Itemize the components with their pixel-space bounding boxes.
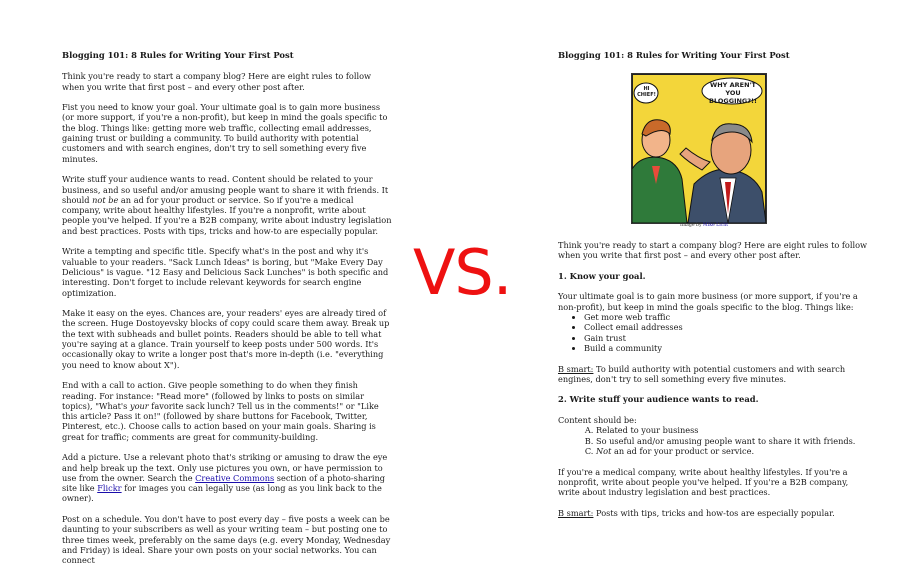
vs-label: VS. bbox=[413, 236, 512, 309]
document-title: Blogging 101: 8 Rules for Writing Your First Post bbox=[558, 50, 790, 60]
tip-label: B smart: bbox=[558, 363, 594, 374]
heading-know-your-goal: 1. Know your goal. bbox=[558, 270, 646, 281]
text-run: Add a picture. Use a relevant photo that's striking or amusing to draw the eye and help break up the text. Only use pictures you own, or have permission to use from the owner. Search the bbox=[62, 452, 388, 483]
paragraph-call-to-action bbox=[62, 380, 392, 442]
text-run: Write stuff your audience wants to read. Content should be related to your business, and so useful and/or amusing people want to share it with friends. It should bbox=[62, 174, 389, 205]
paragraph-eyes: Make it easy on the eyes. Chances are, your readers' eyes are already tired of the screen. Huge Dostoyevsky blocks of copy could scare them away. Break up the text with subheads and bullet points. Readers should be able to tell what you're saying at a glance. Train yourself to keep posts under 500 words. It's occasionally okay to write a longer post that's more in-depth (i.e. "everything you need to know about X"). bbox=[62, 308, 390, 370]
formatted-document-page bbox=[558, 50, 870, 71]
paragraph-title: Write a tempting and specific title. Specify what's in the post and why it's valuable to your readers. "Sack Lunch Ideas" is boring, but "Make Every Day Delicious" is vague. "12 Easy and Delicious Sack Lunches" is both specific and interesting. Don't forget to include relevant keywords for search engine optimization. bbox=[62, 246, 389, 298]
text-run: for images you can legally use (as long as you link back to the owner). bbox=[62, 483, 382, 504]
document-title: Blogging 101: 8 Rules for Writing Your First Post bbox=[62, 50, 294, 60]
speech-bubble-text-large: WHY AREN'T YOU BLOGGING?!! bbox=[709, 81, 757, 105]
content-list bbox=[558, 425, 870, 456]
tip-label: B smart: bbox=[558, 507, 594, 518]
list-item bbox=[596, 446, 870, 456]
emphasis-text: Not bbox=[596, 445, 612, 456]
heading-audience: 2. Write stuff your audience wants to read. bbox=[558, 394, 759, 405]
paragraph-examples: If you're a medical company, write about healthy lifestyles. If you're a nonprofit, write about people you've helped. If you're a B2B company, write about industry legislation and best practices. bbox=[558, 466, 849, 498]
list-item: • Get more web traffic bbox=[584, 312, 870, 322]
text-run: an ad for your product or service. So if you're a medical company, write about healthy lifestyles. If you're a nonprofit, write about people you've helped. If you're a B2B company, write about industry legislation and best practices. Posts with tips, tricks and how-to are especially popular. bbox=[62, 194, 392, 236]
list-item: • Build a community bbox=[584, 343, 870, 353]
paragraph-picture bbox=[62, 452, 392, 503]
image-caption bbox=[680, 223, 728, 228]
list-item: B. So useful and/or amusing people want to share it with friends. bbox=[596, 436, 870, 446]
tip-text: Posts with tips, tricks and how-tos are especially popular. bbox=[593, 507, 835, 518]
text-run: an ad for your product or service. bbox=[614, 445, 755, 456]
comic-illustration bbox=[631, 73, 767, 224]
speech-bubble-text-small: HI CHIEF! bbox=[637, 86, 656, 98]
flickr-link[interactable]: Flickr bbox=[97, 483, 122, 494]
text-run: End with a call to action. Give people something to do when they finish reading. For instance: "Read more" (followed by links to posts on similar topics), "What's bbox=[62, 380, 365, 411]
tip-paragraph bbox=[558, 508, 870, 518]
paragraph-intro: Think you're ready to start a company blog? Here are eight rules to follow when you write that first post – and every other post after. bbox=[558, 240, 868, 261]
paragraph-intro: Think you're ready to start a company blog? Here are eight rules to follow when you write that first post – and every other post after. bbox=[62, 71, 372, 92]
paragraph-content: Content should be: bbox=[558, 415, 637, 426]
caption-link[interactable]: Mike Licht bbox=[703, 223, 729, 228]
emphasis-text: your bbox=[129, 400, 149, 411]
paragraph-audience bbox=[62, 174, 392, 236]
creative-commons-link[interactable]: Creative Commons bbox=[195, 472, 275, 483]
formatted-body bbox=[558, 240, 870, 528]
paragraph-schedule: Post on a schedule. You don't have to post every day – five posts a week can be daunting to your subscribers as well as your writing team – but posting one to three times week, preferably on the same days (e.g. every Monday, Wednesday and Friday) is ideal. Share your own posts on your social networks. You can connect bbox=[62, 514, 391, 566]
list-item: • Gain trust bbox=[584, 333, 870, 343]
text-run: favorite sack lunch? Tell us in the comments!" or "Like this article? Pass it on!" (followed by share buttons for Facebook, Twitter, Pinterest, etc.). Choose calls to action based on your main goals. Sharing is great for traffic; comments are great for community-building. bbox=[62, 400, 379, 442]
paragraph-goal: Your ultimate goal is to gain more business (or more support, if you're a non-profit), but keep in mind the goals specific to the blog. Things like: bbox=[558, 291, 858, 312]
list-item: A. Related to your business bbox=[596, 425, 870, 435]
plain-document-page bbox=[62, 50, 392, 576]
paragraph-goal: Fist you need to know your goal. Your ultimate goal is to gain more business (or more support, if you're a non-profit), but keep in mind the goals specific to the blog. Things like: getting more web traffic, collecting email addresses, gaining trust or building a community. To build authority with potential customers and with search engines, don't try to sell something every five minutes. bbox=[62, 102, 388, 164]
tip-text: To build authority with potential customers and with search engines, don't try to sell something every five minutes. bbox=[558, 363, 846, 384]
caption-text: Image by bbox=[680, 223, 704, 228]
text-run: section of a photo-sharing site like bbox=[62, 472, 386, 494]
goal-list bbox=[558, 312, 870, 353]
list-item: • Collect email addresses bbox=[584, 322, 870, 332]
tip-paragraph bbox=[558, 364, 870, 385]
emphasis-text: not be bbox=[92, 194, 119, 205]
